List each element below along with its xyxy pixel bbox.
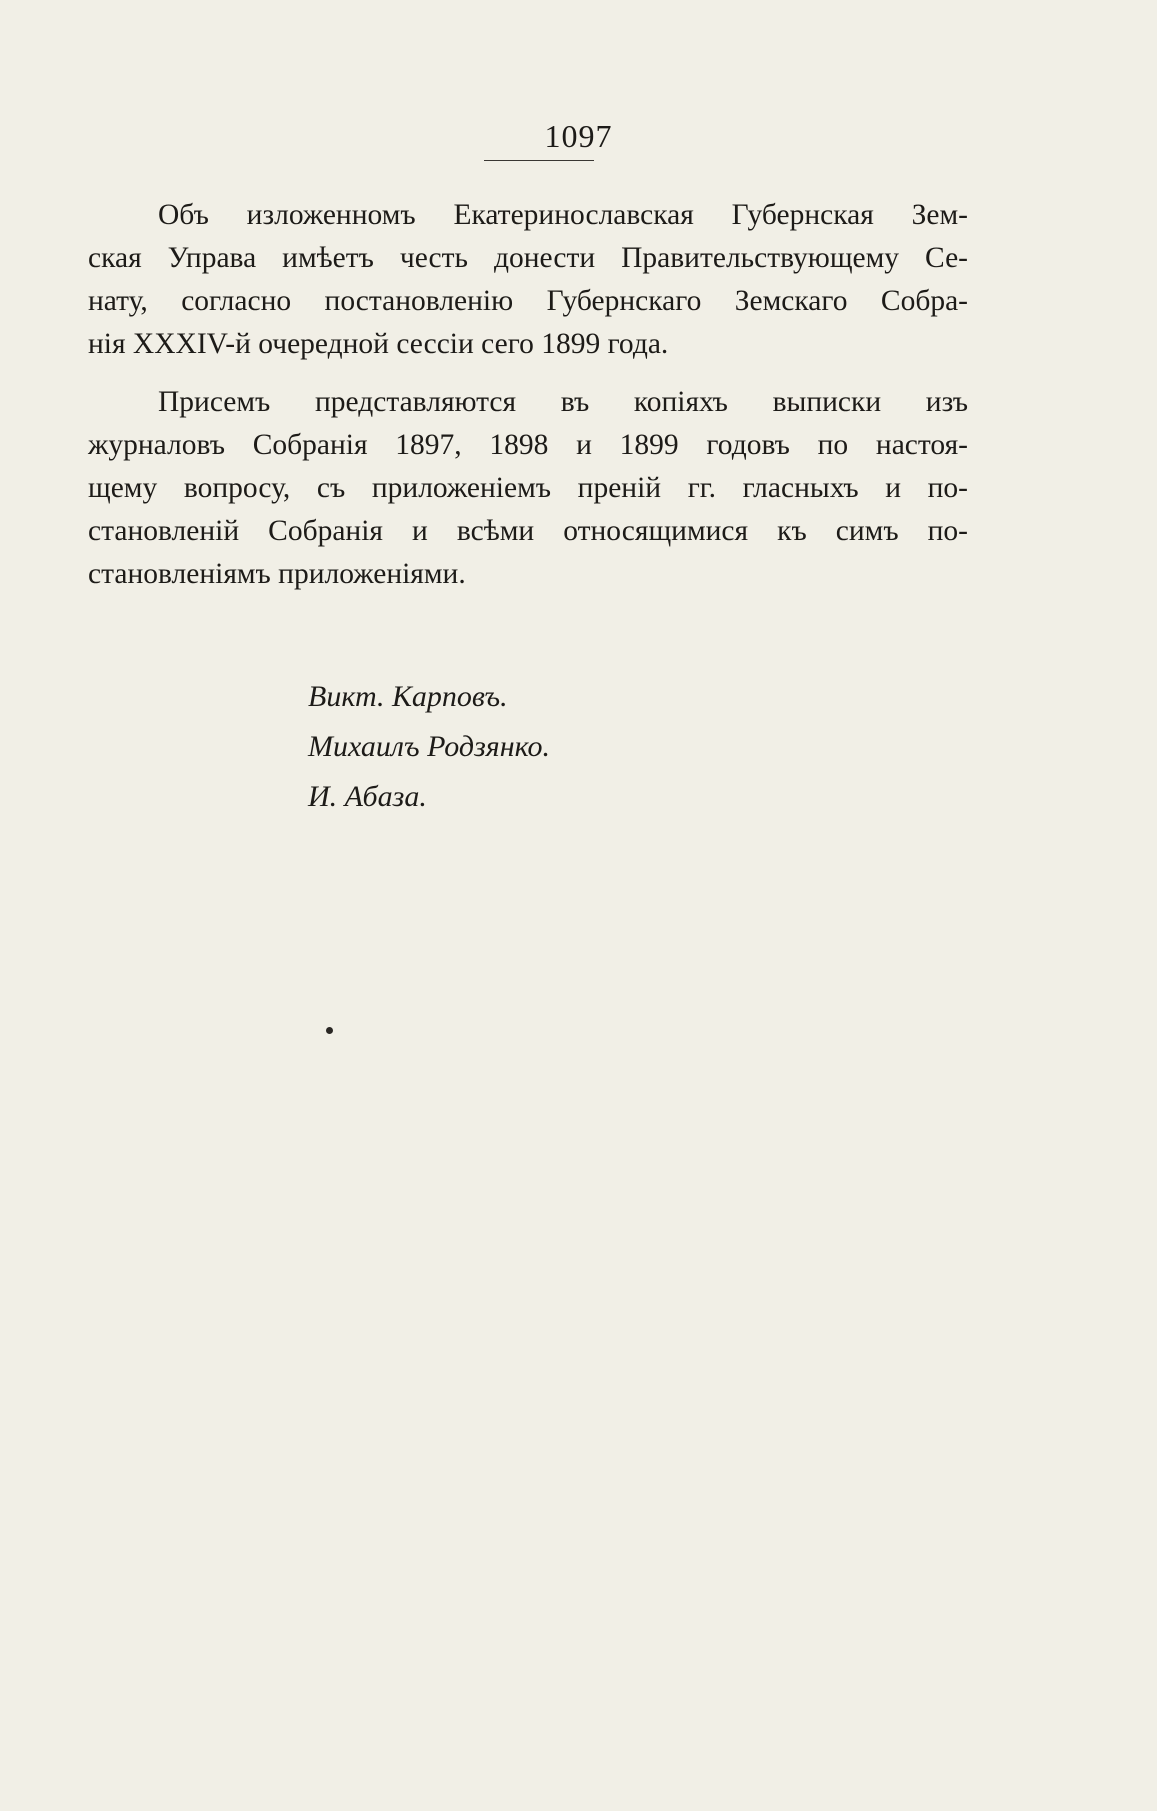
paragraph-line: становленіямъ приложеніями.: [88, 558, 466, 590]
signature-abaza: И. Абаза.: [308, 780, 427, 813]
paragraph-report: [88, 194, 968, 366]
paragraph-line: Присемъ представляются въ копіяхъ выписки изъ: [158, 386, 968, 418]
paragraph-line: ская Управа имѣетъ честь донести Правительствующему Се-: [88, 242, 968, 274]
paragraph-line: становленій Собранія и всѣми относящимися къ симъ по-: [88, 515, 968, 547]
paragraph-attachments: [88, 381, 968, 596]
paragraph-line: нату, согласно постановленію Губернскаго Земскаго Собра-: [88, 285, 968, 317]
paragraph-line: журналовъ Собранія 1897, 1898 и 1899 годовъ по настоя-: [88, 429, 968, 461]
page-number-rule: [484, 160, 594, 161]
paragraph-line: щему вопросу, съ приложеніемъ преній гг. гласныхъ и по-: [88, 472, 968, 504]
ink-dot: [326, 1027, 333, 1034]
signature-rodzianko: Михаилъ Родзянко.: [308, 730, 551, 763]
paragraph-line: Объ изложенномъ Екатеринославская Губернская Зем-: [158, 199, 968, 231]
page-number: 1097: [544, 118, 613, 154]
signature-karpov: Викт. Карповъ.: [308, 680, 508, 713]
paragraph-line: нія XXXIV-й очередной сессіи сего 1899 года.: [88, 328, 669, 360]
signature-block: [308, 672, 550, 822]
